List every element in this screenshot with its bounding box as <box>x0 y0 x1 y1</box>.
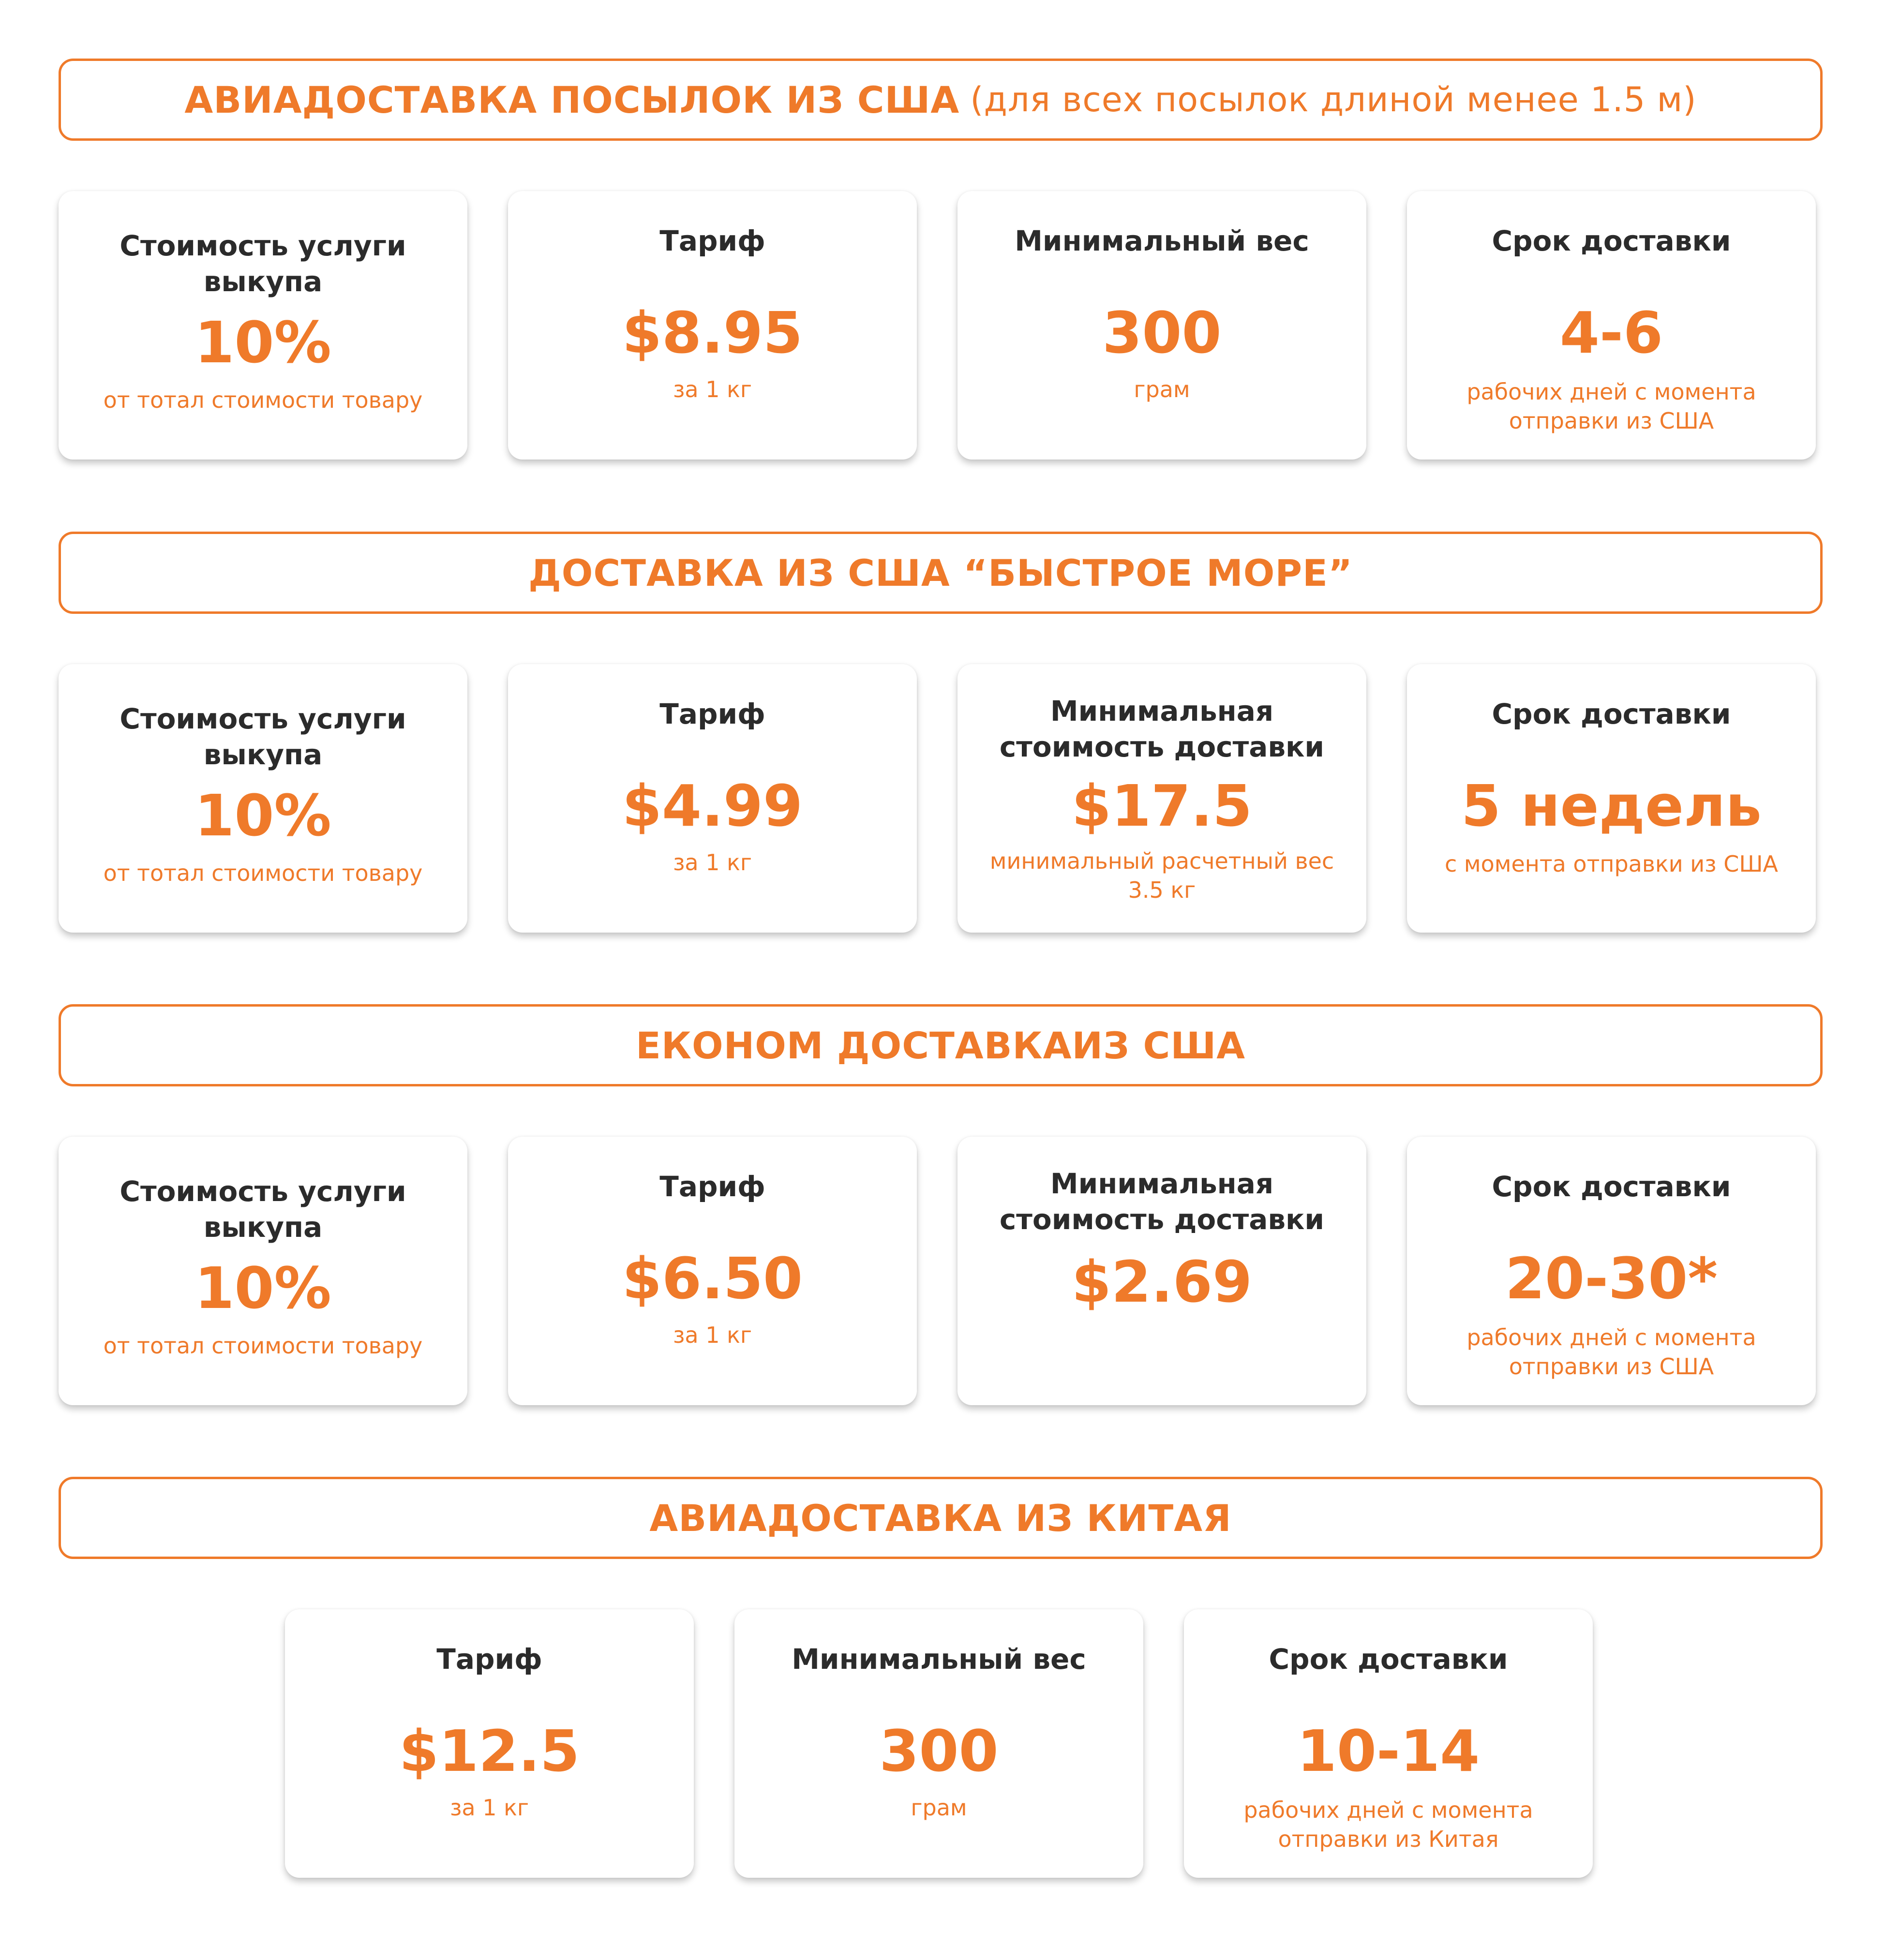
card-value: $2.69 <box>1071 1248 1253 1315</box>
card-value: 10-14 <box>1297 1718 1480 1784</box>
card-title: Стоимость услуги выкупа <box>120 702 406 771</box>
card-min-weight <box>734 1609 1143 1878</box>
card-tariff <box>285 1609 694 1878</box>
card-tariff <box>508 1137 917 1405</box>
card-value: $4.99 <box>622 772 803 839</box>
card-subtext: за 1 кг <box>673 376 752 402</box>
card-title: Срок доставки <box>1492 698 1731 730</box>
card-subtext: грам <box>1134 376 1190 402</box>
card-subtext: от тотал стоимости товару <box>103 860 423 886</box>
section-4-banner <box>59 1477 1823 1559</box>
card-subtext: рабочих дней с момента отправки из США <box>1466 1324 1756 1380</box>
section-subtitle: (для всех посылок длиной менее 1.5 м) <box>970 80 1697 119</box>
card-title: Минимальная стоимость доставки <box>999 1167 1325 1236</box>
card-purchase-fee <box>59 664 467 933</box>
card-title: Минимальный вес <box>792 1643 1086 1676</box>
card-value: $6.50 <box>622 1245 803 1312</box>
card-value: 4-6 <box>1559 299 1663 366</box>
card-subtext: за 1 кг <box>449 1795 529 1821</box>
card-value: $12.5 <box>399 1718 580 1784</box>
card-title: Тариф <box>436 1643 542 1676</box>
card-purchase-fee <box>59 191 467 460</box>
card-tariff <box>508 191 917 460</box>
section-3-banner <box>59 1004 1823 1086</box>
card-title: Минимальная стоимость доставки <box>999 695 1325 763</box>
card-value: 300 <box>879 1718 999 1784</box>
card-value: 10% <box>194 782 331 849</box>
section-title: ДОСТАВКА ИЗ США “БЫСТРОЕ МОРЕ” <box>528 551 1353 594</box>
card-purchase-fee <box>59 1137 467 1405</box>
card-subtext: за 1 кг <box>673 849 752 876</box>
section-title: ЕКОНОМ ДОСТАВКАИЗ США <box>635 1024 1246 1067</box>
card-delivery-time <box>1407 1137 1816 1405</box>
card-value: 300 <box>1102 299 1222 366</box>
card-subtext: рабочих дней с момента отправки из Китая <box>1243 1797 1533 1852</box>
card-subtext: от тотал стоимости товару <box>103 1333 423 1359</box>
card-subtext: рабочих дней с момента отправки из США <box>1466 379 1756 434</box>
card-min-weight <box>957 191 1366 460</box>
card-title: Срок доставки <box>1492 1170 1731 1203</box>
card-delivery-time <box>1407 664 1816 933</box>
card-title: Тариф <box>659 224 765 257</box>
card-subtext: за 1 кг <box>673 1322 752 1348</box>
card-title: Тариф <box>659 1170 765 1203</box>
card-value: $8.95 <box>622 299 803 366</box>
card-subtext: от тотал стоимости товару <box>103 387 423 413</box>
card-subtext: с момента отправки из США <box>1444 851 1778 877</box>
section-1-banner <box>59 59 1823 141</box>
card-subtext: грам <box>911 1795 967 1821</box>
card-value: 20-30* <box>1505 1245 1718 1312</box>
card-value: 10% <box>194 1255 331 1322</box>
section-2-banner <box>59 532 1823 614</box>
card-title: Стоимость услуги выкупа <box>120 229 406 298</box>
card-value: $17.5 <box>1071 772 1253 839</box>
card-title: Срок доставки <box>1492 224 1731 257</box>
card-delivery-time <box>1184 1609 1593 1878</box>
card-title: Минимальный вес <box>1015 224 1309 257</box>
card-title: Стоимость услуги выкупа <box>120 1175 406 1244</box>
card-title: Тариф <box>659 698 765 730</box>
card-tariff <box>508 664 917 933</box>
card-value: 10% <box>194 309 331 376</box>
card-subtext: минимальный расчетный вес 3.5 кг <box>989 848 1334 903</box>
card-value: 5 недель <box>1461 772 1762 839</box>
card-delivery-time <box>1407 191 1816 460</box>
section-title: АВИАДОСТАВКА ИЗ КИТАЯ <box>649 1496 1232 1540</box>
card-title: Срок доставки <box>1269 1643 1508 1676</box>
section-title: АВИАДОСТАВКА ПОСЫЛОК ИЗ США <box>184 78 960 121</box>
card-min-cost <box>957 664 1366 933</box>
card-min-cost <box>957 1137 1366 1405</box>
